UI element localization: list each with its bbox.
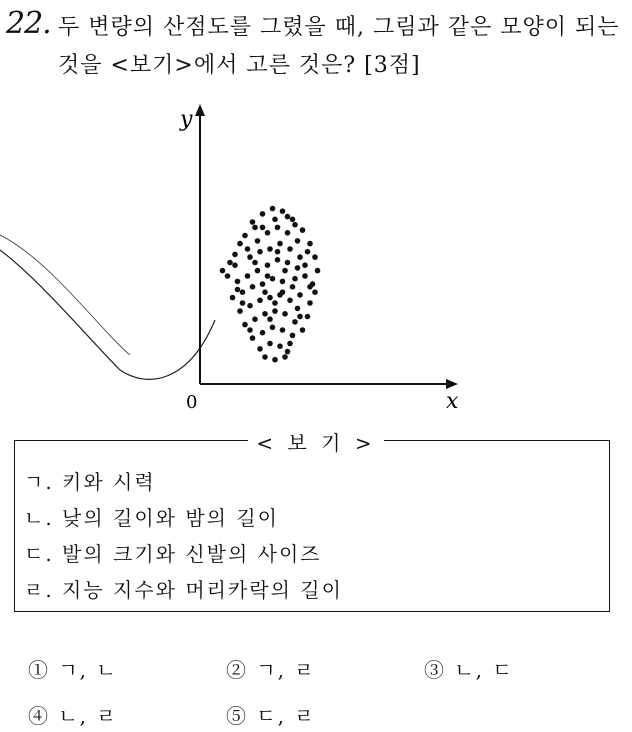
scatter-point bbox=[277, 343, 283, 349]
scatter-point bbox=[245, 246, 251, 252]
scatter-point bbox=[280, 279, 286, 285]
scatter-point bbox=[290, 217, 296, 223]
y-axis-label: y bbox=[180, 107, 193, 132]
scatter-point bbox=[280, 327, 286, 333]
x-axis-label: x bbox=[446, 389, 459, 410]
origin-label: 0 bbox=[186, 392, 198, 410]
scatter-point bbox=[262, 289, 268, 295]
scatter-point bbox=[227, 260, 233, 266]
scatter-point bbox=[270, 206, 276, 212]
example-box-title-text: < 보 기 > bbox=[248, 431, 383, 455]
choice-1[interactable]: ① ㄱ, ㄴ bbox=[28, 658, 118, 682]
scatter-point bbox=[297, 292, 303, 298]
scatter-point bbox=[270, 276, 276, 282]
scatter-plot bbox=[0, 90, 632, 410]
scatter-point bbox=[290, 333, 296, 339]
scatter-point bbox=[267, 246, 273, 252]
scatter-point bbox=[265, 273, 271, 279]
scatter-point bbox=[247, 327, 253, 333]
scatter-point bbox=[295, 306, 301, 312]
choice-2[interactable]: ② ㄱ, ㄹ bbox=[226, 658, 316, 682]
scatter-point bbox=[250, 335, 256, 341]
scatter-point bbox=[237, 241, 243, 247]
scatter-point bbox=[267, 341, 273, 347]
scatter-point bbox=[260, 225, 266, 231]
scatter-point bbox=[305, 314, 311, 320]
choice-4[interactable]: ④ ㄴ, ㄹ bbox=[28, 704, 118, 728]
scatter-point bbox=[232, 262, 238, 268]
scatter-point bbox=[285, 230, 291, 236]
scatter-point bbox=[252, 260, 258, 266]
scatter-point bbox=[292, 276, 298, 282]
scatter-point bbox=[255, 238, 261, 244]
example-item-4: ㄹ. 지능 지수와 머리카락의 길이 bbox=[24, 578, 343, 602]
scatter-point bbox=[292, 222, 298, 228]
scatter-point bbox=[285, 349, 291, 355]
scatter-point bbox=[295, 265, 301, 271]
scatter-point bbox=[235, 279, 241, 285]
scatter-point bbox=[300, 227, 306, 233]
scatter-point bbox=[242, 322, 248, 328]
scatter-point bbox=[300, 327, 306, 333]
scatter-point bbox=[312, 289, 318, 295]
scatter-point bbox=[275, 249, 281, 255]
scatter-point bbox=[277, 241, 283, 247]
scatter-point bbox=[285, 214, 291, 220]
scatter-point bbox=[252, 316, 258, 322]
scatter-point bbox=[230, 295, 236, 301]
scatter-point bbox=[272, 300, 278, 306]
scatter-point bbox=[265, 262, 271, 268]
scatter-point bbox=[307, 284, 313, 290]
smudge-mark bbox=[0, 250, 215, 379]
scatter-point bbox=[275, 225, 281, 231]
scatter-point bbox=[257, 298, 263, 304]
scatter-point bbox=[282, 311, 288, 317]
scatter-point bbox=[295, 238, 301, 244]
scatter-point bbox=[307, 300, 313, 306]
scatter-point bbox=[290, 284, 296, 290]
scatter-point bbox=[260, 211, 266, 217]
scatter-point bbox=[302, 273, 308, 279]
scatter-point bbox=[252, 225, 258, 231]
scatter-point bbox=[250, 284, 256, 290]
scatter-point bbox=[257, 249, 263, 255]
scatter-point bbox=[297, 314, 303, 320]
scatter-point bbox=[307, 241, 313, 247]
scatter-point bbox=[255, 268, 261, 274]
question-number: 22. bbox=[6, 6, 51, 41]
scatter-point bbox=[287, 246, 293, 252]
example-item-3: ㄷ. 발의 크기와 신발의 사이즈 bbox=[24, 542, 322, 566]
scatter-point bbox=[285, 260, 291, 266]
scatter-point bbox=[287, 298, 293, 304]
scatter-point bbox=[257, 346, 263, 352]
example-item-1: ㄱ. 키와 시력 bbox=[24, 470, 156, 494]
scatter-point bbox=[242, 233, 248, 239]
scatter-point bbox=[240, 289, 246, 295]
scatter-point bbox=[267, 295, 273, 301]
scatter-point bbox=[260, 281, 266, 287]
scatter-point bbox=[272, 357, 278, 363]
scatter-point bbox=[275, 257, 281, 263]
scatter-point bbox=[240, 300, 246, 306]
scatter-point bbox=[292, 319, 298, 325]
scatter-point bbox=[267, 316, 273, 322]
scatter-point bbox=[270, 325, 276, 331]
question-text-line2: 것을 <보기>에서 고른 것은? [3점] bbox=[58, 53, 421, 78]
scatter-point bbox=[232, 252, 238, 258]
scatter-point bbox=[305, 249, 311, 255]
scatter-point bbox=[312, 254, 318, 260]
scatter-point bbox=[250, 219, 256, 225]
question-text-line1: 두 변량의 산점도를 그렸을 때, 그림과 같은 모양이 되는 bbox=[58, 15, 620, 40]
scatter-point bbox=[315, 268, 321, 274]
scatter-point bbox=[220, 268, 226, 274]
scatter-point bbox=[272, 308, 278, 314]
scatter-point bbox=[262, 311, 268, 317]
x-axis-arrow bbox=[446, 379, 458, 389]
choice-5[interactable]: ⑤ ㄷ, ㄹ bbox=[226, 704, 316, 728]
scatter-point bbox=[280, 289, 286, 295]
y-axis-arrow bbox=[195, 104, 205, 116]
scatter-point bbox=[245, 273, 251, 279]
smudge-mark-inner bbox=[0, 235, 130, 355]
scatter-point bbox=[235, 287, 241, 293]
example-item-2: ㄴ. 낮의 길이와 밤의 길이 bbox=[24, 506, 279, 530]
example-box-title bbox=[0, 427, 632, 456]
scatter-point bbox=[262, 354, 268, 360]
scatter-point bbox=[282, 268, 288, 274]
scatter-points bbox=[220, 206, 321, 363]
scatter-point bbox=[260, 330, 266, 336]
scatter-point bbox=[265, 230, 271, 236]
scatter-point bbox=[287, 341, 293, 347]
scatter-point bbox=[237, 308, 243, 314]
scatter-point bbox=[272, 217, 278, 223]
scatter-point bbox=[247, 303, 253, 309]
scatter-point bbox=[280, 208, 286, 214]
scatter-point bbox=[297, 254, 303, 260]
scatter-point bbox=[225, 273, 231, 279]
scatter-point bbox=[247, 254, 253, 260]
scatter-point bbox=[302, 262, 308, 268]
scatter-point bbox=[282, 354, 288, 360]
choice-3[interactable]: ③ ㄴ, ㄷ bbox=[424, 658, 514, 682]
